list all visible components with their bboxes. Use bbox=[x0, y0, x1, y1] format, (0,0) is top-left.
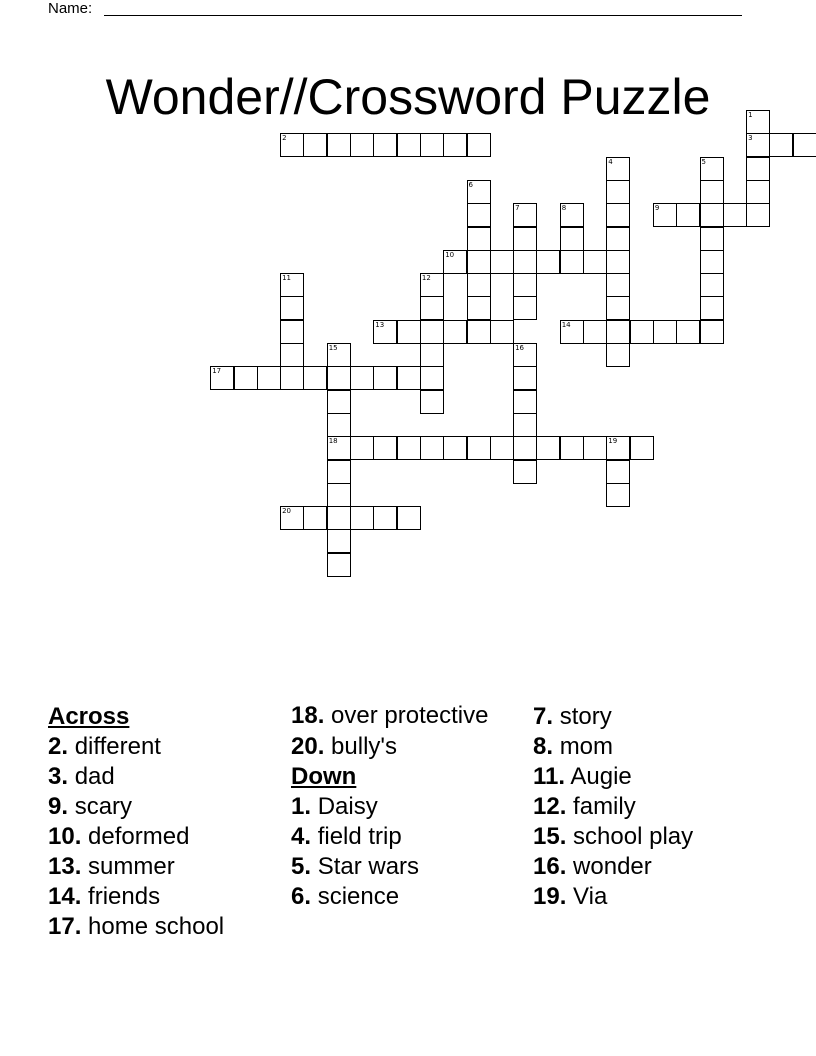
grid-cell[interactable] bbox=[653, 320, 677, 344]
clue-down-4 bbox=[291, 822, 501, 852]
clue-down-19 bbox=[533, 882, 773, 912]
grid-cell[interactable] bbox=[327, 343, 351, 367]
clue-number: 13. bbox=[48, 853, 82, 880]
grid-cell[interactable] bbox=[536, 436, 560, 460]
grid-cell[interactable] bbox=[560, 250, 584, 274]
clue-number: 12. bbox=[533, 793, 567, 820]
clue-text: story bbox=[559, 703, 612, 730]
grid-cell[interactable] bbox=[513, 296, 537, 320]
grid-cell[interactable] bbox=[513, 390, 537, 414]
grid-cell[interactable] bbox=[630, 436, 654, 460]
clue-text: Daisy bbox=[317, 793, 378, 820]
grid-cell[interactable] bbox=[303, 366, 327, 390]
cell-number: 15 bbox=[328, 344, 338, 352]
grid-cell[interactable] bbox=[513, 460, 537, 484]
clue-down-6 bbox=[291, 882, 501, 912]
clue-across-9 bbox=[48, 792, 288, 822]
cell-number: 20 bbox=[282, 507, 292, 516]
clue-across-10 bbox=[48, 822, 288, 852]
clue-down-8 bbox=[533, 732, 773, 762]
clue-number: 5. bbox=[291, 853, 312, 880]
clue-text: school play bbox=[573, 823, 694, 850]
clue-number: 17. bbox=[48, 913, 82, 940]
cell-number: 9 bbox=[654, 204, 660, 213]
grid-cell[interactable] bbox=[420, 273, 444, 297]
grid-cell[interactable] bbox=[327, 529, 351, 553]
clue-number: 14. bbox=[48, 883, 82, 910]
grid-cell[interactable] bbox=[280, 366, 304, 390]
grid-cell[interactable] bbox=[513, 273, 537, 297]
cell-number: 19 bbox=[608, 437, 618, 446]
clue-down-7 bbox=[533, 702, 773, 732]
clue-column-1 bbox=[48, 702, 288, 942]
clue-text: summer bbox=[88, 853, 175, 880]
grid-cell[interactable] bbox=[583, 250, 607, 274]
grid-cell[interactable] bbox=[397, 506, 421, 530]
grid-cell[interactable] bbox=[746, 110, 770, 134]
clue-text: family bbox=[573, 793, 636, 820]
grid-cell[interactable] bbox=[373, 366, 397, 390]
grid-cell[interactable] bbox=[350, 366, 374, 390]
clue-number: 7. bbox=[533, 703, 554, 730]
grid-cell[interactable] bbox=[280, 133, 304, 157]
cell-number: 5 bbox=[701, 157, 706, 166]
clue-text: over protective bbox=[331, 702, 489, 729]
grid-cell[interactable] bbox=[373, 436, 397, 460]
cell-number: 18 bbox=[328, 437, 338, 446]
clue-text: bully's bbox=[331, 733, 397, 760]
grid-cell[interactable] bbox=[700, 227, 724, 251]
grid-cell[interactable] bbox=[769, 133, 793, 157]
grid-cell[interactable] bbox=[700, 273, 724, 297]
clue-across-2 bbox=[48, 732, 288, 762]
clue-across-18 bbox=[291, 702, 501, 729]
clue-across-14 bbox=[48, 882, 288, 912]
grid-cell[interactable] bbox=[327, 483, 351, 507]
clue-number: 4. bbox=[291, 823, 312, 850]
grid-cell[interactable] bbox=[513, 413, 537, 437]
grid-cell[interactable] bbox=[606, 157, 630, 181]
clue-number: 18. bbox=[291, 702, 325, 729]
grid-cell[interactable] bbox=[606, 273, 630, 297]
clue-column-3 bbox=[533, 702, 773, 912]
grid-cell[interactable] bbox=[490, 320, 514, 344]
grid-cell[interactable] bbox=[490, 436, 514, 460]
clue-across-20 bbox=[291, 732, 501, 762]
clue-text: field trip bbox=[317, 823, 402, 850]
clue-text: Via bbox=[573, 883, 608, 910]
clue-text: scary bbox=[74, 793, 133, 820]
grid-cell[interactable] bbox=[606, 250, 630, 274]
grid-cell[interactable] bbox=[700, 296, 724, 320]
grid-cell[interactable] bbox=[327, 460, 351, 484]
grid-cell[interactable] bbox=[350, 133, 374, 157]
clue-number: 1. bbox=[291, 793, 312, 820]
grid-cell[interactable] bbox=[467, 320, 491, 344]
cell-number: 17 bbox=[212, 367, 222, 376]
grid-cell[interactable] bbox=[723, 203, 747, 227]
grid-cell[interactable] bbox=[280, 320, 304, 344]
grid-cell[interactable] bbox=[513, 366, 537, 390]
grid-cell[interactable] bbox=[700, 250, 724, 274]
grid-cell[interactable] bbox=[467, 180, 491, 204]
grid-cell[interactable] bbox=[513, 343, 537, 367]
grid-cell[interactable] bbox=[513, 227, 537, 251]
grid-cell[interactable] bbox=[420, 343, 444, 367]
clue-text: different bbox=[74, 733, 161, 760]
grid-cell[interactable] bbox=[676, 203, 700, 227]
name-label: Name: bbox=[48, 0, 93, 17]
grid-cell[interactable] bbox=[327, 413, 351, 437]
clue-number: 19. bbox=[533, 883, 567, 910]
grid-cell[interactable] bbox=[420, 366, 444, 390]
grid-cell[interactable] bbox=[467, 296, 491, 320]
grid-cell[interactable] bbox=[630, 320, 654, 344]
grid-cell[interactable] bbox=[606, 180, 630, 204]
cell-number: 2 bbox=[282, 134, 287, 143]
grid-cell[interactable] bbox=[700, 203, 724, 227]
grid-cell[interactable] bbox=[327, 366, 351, 390]
grid-cell[interactable] bbox=[746, 203, 770, 227]
grid-cell[interactable] bbox=[327, 553, 351, 577]
grid-cell[interactable] bbox=[560, 320, 584, 344]
grid-cell[interactable] bbox=[280, 296, 304, 320]
clue-text: Augie bbox=[570, 763, 632, 790]
grid-cell[interactable] bbox=[513, 250, 537, 274]
grid-cell[interactable] bbox=[327, 133, 351, 157]
grid-cell[interactable] bbox=[583, 320, 607, 344]
cell-number: 14 bbox=[561, 320, 571, 329]
clue-number: 9. bbox=[48, 793, 69, 820]
grid-cell[interactable] bbox=[700, 320, 724, 344]
grid-cell[interactable] bbox=[373, 320, 397, 344]
grid-cell[interactable] bbox=[606, 436, 630, 460]
clue-text: home school bbox=[88, 913, 225, 940]
grid-cell[interactable] bbox=[443, 320, 467, 344]
grid-cell[interactable] bbox=[420, 133, 444, 157]
grid-cell[interactable] bbox=[793, 133, 816, 157]
clue-number: 16. bbox=[533, 853, 567, 880]
clue-number: 15. bbox=[533, 823, 567, 850]
grid-cell[interactable] bbox=[490, 250, 514, 274]
clue-down-1 bbox=[291, 792, 501, 822]
grid-cell[interactable] bbox=[397, 320, 421, 344]
grid-cell[interactable] bbox=[560, 227, 584, 251]
grid-cell[interactable] bbox=[443, 436, 467, 460]
cell-number: 13 bbox=[375, 320, 385, 329]
grid-cell[interactable] bbox=[676, 320, 700, 344]
grid-cell[interactable] bbox=[746, 133, 770, 157]
grid-cell[interactable] bbox=[280, 273, 304, 297]
clue-number: 11. bbox=[533, 763, 566, 790]
grid-cell[interactable] bbox=[536, 250, 560, 274]
clue-number: 10. bbox=[48, 823, 82, 850]
clue-text: mom bbox=[559, 733, 614, 760]
cell-number: 8 bbox=[561, 204, 567, 213]
clue-across-3 bbox=[48, 762, 288, 792]
grid-cell[interactable] bbox=[234, 366, 258, 390]
grid-cell[interactable] bbox=[397, 133, 421, 157]
clue-column-2 bbox=[291, 702, 501, 912]
grid-cell[interactable] bbox=[373, 506, 397, 530]
grid-cell[interactable] bbox=[560, 203, 584, 227]
grid-cell[interactable] bbox=[653, 203, 677, 227]
grid-cell[interactable] bbox=[303, 133, 327, 157]
grid-cell[interactable] bbox=[280, 343, 304, 367]
grid-cell[interactable] bbox=[513, 436, 537, 460]
grid-cell[interactable] bbox=[606, 203, 630, 227]
clue-text: science bbox=[317, 883, 400, 910]
grid-cell[interactable] bbox=[443, 250, 467, 274]
grid-cell[interactable] bbox=[350, 436, 374, 460]
grid-cell[interactable] bbox=[700, 157, 724, 181]
grid-cell[interactable] bbox=[397, 436, 421, 460]
grid-cell[interactable] bbox=[327, 390, 351, 414]
grid-cell[interactable] bbox=[467, 203, 491, 227]
grid-cell[interactable] bbox=[397, 366, 421, 390]
clue-down-12 bbox=[533, 792, 773, 822]
cell-number: 3 bbox=[748, 134, 753, 143]
grid-cell[interactable] bbox=[327, 436, 351, 460]
grid-cell[interactable] bbox=[700, 180, 724, 204]
grid-cell[interactable] bbox=[513, 203, 537, 227]
clue-text: Star wars bbox=[317, 853, 420, 880]
grid-cell[interactable] bbox=[606, 296, 630, 320]
grid-cell[interactable] bbox=[746, 157, 770, 181]
grid-cell[interactable] bbox=[606, 460, 630, 484]
grid-cell[interactable] bbox=[467, 250, 491, 274]
grid-cell[interactable] bbox=[746, 180, 770, 204]
grid-cell[interactable] bbox=[606, 343, 630, 367]
clue-down-5 bbox=[291, 852, 501, 882]
cell-number: 10 bbox=[445, 250, 455, 259]
grid-cell[interactable] bbox=[606, 320, 630, 344]
grid-cell[interactable] bbox=[420, 296, 444, 320]
clue-text: wonder bbox=[573, 853, 652, 880]
grid-cell[interactable] bbox=[350, 506, 374, 530]
clue-number: 2. bbox=[48, 733, 69, 760]
cell-number: 12 bbox=[421, 274, 431, 283]
grid-cell[interactable] bbox=[467, 227, 491, 251]
cell-number: 4 bbox=[608, 157, 613, 166]
cell-number: 16 bbox=[515, 344, 525, 352]
grid-cell[interactable] bbox=[606, 483, 630, 507]
clue-number: 8. bbox=[533, 733, 554, 760]
clue-down-11 bbox=[533, 762, 773, 792]
grid-cell[interactable] bbox=[467, 273, 491, 297]
grid-cell[interactable] bbox=[467, 133, 491, 157]
grid-cell[interactable] bbox=[280, 506, 304, 530]
grid-cell[interactable] bbox=[583, 436, 607, 460]
clue-across-17 bbox=[48, 912, 288, 942]
across-heading: Across bbox=[48, 703, 130, 730]
grid-cell[interactable] bbox=[606, 227, 630, 251]
grid-cell[interactable] bbox=[420, 436, 444, 460]
cell-number: 7 bbox=[515, 204, 520, 213]
clue-text: deformed bbox=[88, 823, 190, 850]
grid-cell[interactable] bbox=[560, 436, 584, 460]
cell-number: 11 bbox=[282, 274, 292, 283]
grid-cell[interactable] bbox=[373, 133, 397, 157]
cell-number: 1 bbox=[748, 111, 753, 119]
clue-number: 20. bbox=[291, 733, 325, 760]
down-heading: Down bbox=[291, 763, 357, 790]
grid-cell[interactable] bbox=[257, 366, 281, 390]
cell-number: 6 bbox=[468, 180, 473, 189]
clue-number: 3. bbox=[48, 763, 69, 790]
grid-cell[interactable] bbox=[303, 506, 327, 530]
grid-cell[interactable] bbox=[420, 320, 444, 344]
grid-cell[interactable] bbox=[467, 436, 491, 460]
grid-cell[interactable] bbox=[210, 366, 234, 390]
clue-down-16 bbox=[533, 852, 773, 882]
clue-text: dad bbox=[74, 763, 115, 790]
page-title: Wonder//Crossword Puzzle bbox=[105, 68, 711, 125]
grid-cell[interactable] bbox=[327, 506, 351, 530]
clue-number: 6. bbox=[291, 883, 312, 910]
grid-cell[interactable] bbox=[420, 390, 444, 414]
clue-text: friends bbox=[88, 883, 161, 910]
grid-cell[interactable] bbox=[443, 133, 467, 157]
clue-down-15 bbox=[533, 822, 773, 852]
clue-across-13 bbox=[48, 852, 288, 882]
